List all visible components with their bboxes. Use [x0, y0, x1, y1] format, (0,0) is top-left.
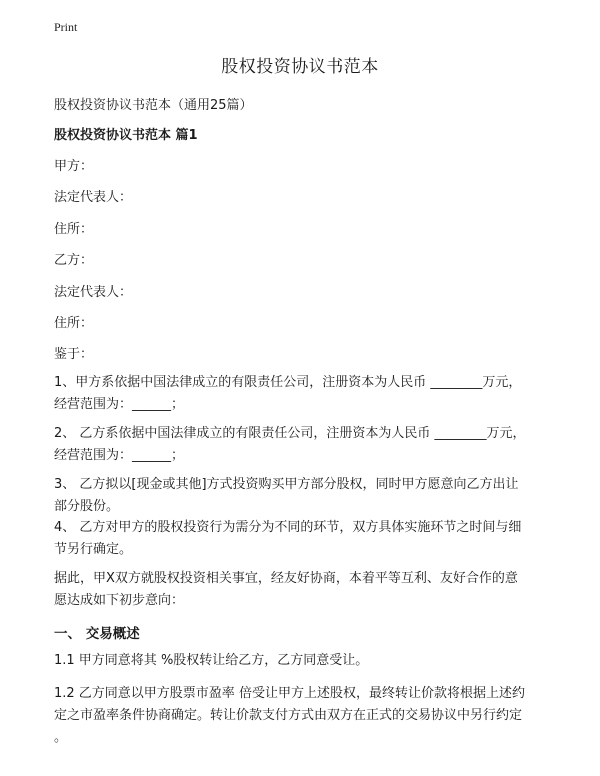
document-title: 股权投资协议书范本: [221, 57, 379, 77]
print-link[interactable]: Print: [54, 20, 78, 34]
paragraph-line: 1.1 甲方同意将其 %股权转让给乙方，乙方同意受让。: [54, 653, 369, 668]
paragraph-line: 愿达成如下初步意向：: [54, 593, 185, 608]
clause-1: [54, 372, 554, 416]
document-subtitle: 股权投资协议书范本（通用25篇）: [54, 98, 253, 113]
clause-3: [54, 474, 554, 518]
paragraph-line: 定之市盈率条件协商确定。转让价款支付方式由双方在正式的交易协议中另行约定: [54, 708, 523, 723]
clause-line: 节另行确定。: [54, 542, 133, 557]
clause-line: 1、甲方系依据中国法律成立的有限责任公司，注册资本为人民币 ________万元，: [54, 375, 522, 390]
paragraph-line: 据此，甲X双方就股权投资相关事宜，经友好协商，本着平等互利、友好合作的意: [54, 571, 518, 586]
paragraph-line: 。: [54, 730, 68, 745]
clause-2: [54, 423, 554, 467]
item-1-2: [54, 683, 554, 749]
party-b-address-label: 住所：: [54, 316, 94, 331]
party-a-address-label: 住所：: [54, 222, 94, 237]
agreement-intro-paragraph: [54, 568, 554, 612]
whereas-label: 鉴于：: [54, 347, 94, 362]
transaction-overview-heading: 一、 交易概述: [54, 626, 140, 642]
paragraph-line: 1.2 乙方同意以甲方股票市盈率 倍受让甲方上述股权，最终转让价款将根据上述约: [54, 686, 525, 701]
clause-line: 2、 乙方系依据中国法律成立的有限责任公司，注册资本为人民币 ________万元，: [54, 426, 526, 441]
party-a-label: 甲方：: [54, 159, 94, 174]
party-b-representative-label: 法定代表人：: [54, 285, 133, 300]
clause-line: 经营范围为：______；: [54, 448, 185, 463]
party-b-label: 乙方：: [54, 253, 94, 268]
clause-4: [54, 517, 554, 561]
party-a-representative-label: 法定代表人：: [54, 190, 133, 205]
clause-line: 经营范围为：______；: [54, 397, 185, 412]
item-1-1: [54, 650, 554, 672]
section-heading: 股权投资协议书范本 篇1: [54, 128, 198, 143]
clause-line: 4、 乙方对甲方的股权投资行为需分为不同的环节，双方具体实施环节之时间与细: [54, 520, 522, 535]
clause-line: 部分股份。: [54, 499, 120, 514]
clause-line: 3、 乙方拟以[现金或其他]方式投资购买甲方部分股权，同时甲方愿意向乙方出让: [54, 477, 519, 492]
